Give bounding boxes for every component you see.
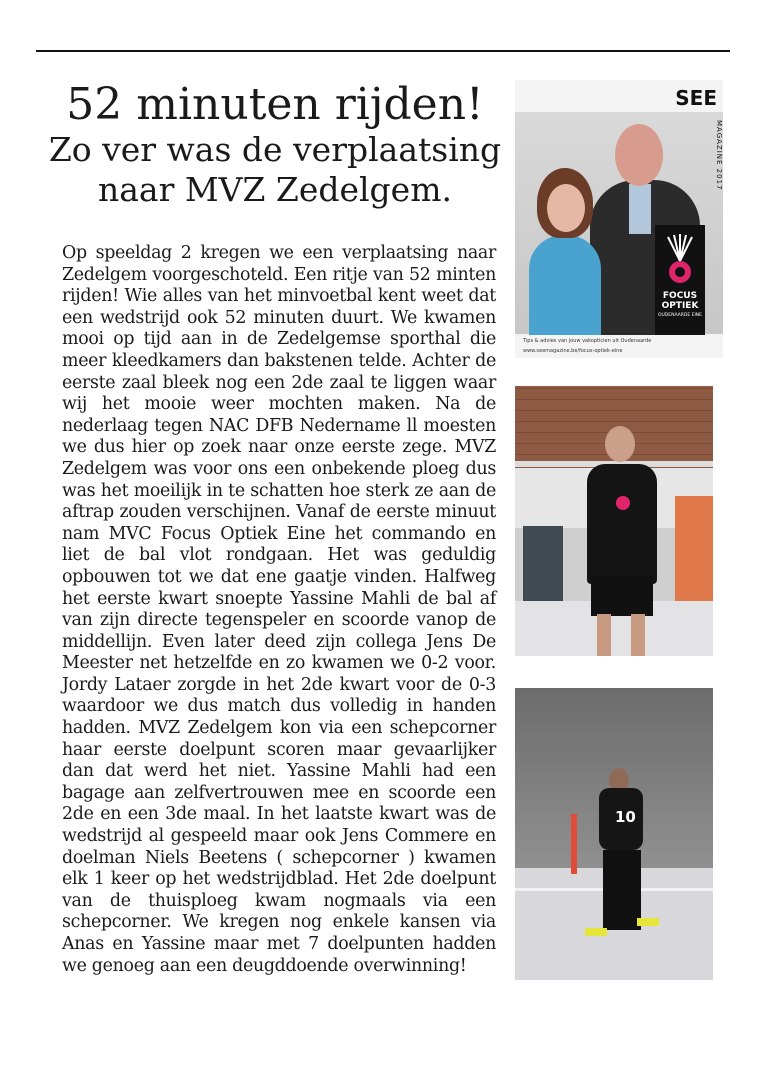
page-title: 52 minuten rijden!	[66, 79, 484, 130]
hall-door	[523, 526, 563, 606]
orange-panel	[675, 496, 713, 601]
jersey-number: 10	[615, 808, 636, 826]
article-body: Op speeldag 2 kregen we een verplaatsing naar Zedelgem voorgeschoteld. Een ritje van 52 minten rijden! Wie alles van het minvoetbal kent weet dat een wedstrijd ook 52 minuten duurt. We kwamen mooi op tijd aan in de Zedelgemse sporthal die meer kleedkamers dan bakstenen telde. Achter de eerste zaal bleek nog een 2de zaal te liggen waar wij het mooie weer mochten maken. Na de nederlaag tegen NAC DFB Nedername ll moesten we dus hier op zoek naar onze eerste zege. MVZ Zedelgem was voor ons een onbekende ploeg dus was het moeilijk in te schatten hoe sterk ze aan de aftrap zouden verschijnen. Vanaf de eerste minuut nam MVC Focus Optiek Eine het commando en liet de bal vlot rondgaan. Het was geduldig opbouwen tot we dat ene gaatje vinden. Halfweg het eerste kwart snoepte Yassine Mahli de bal af van zijn directe tegenspeler en scoorde vanop de middellijn. Even later deed zijn collega Jens De Meester net hetzelfde en zo kwamen we 0-2 voor. Jordy Lataer zorgde in het 2de kwart voor de 0-3 waardoor we dus match dus volledig in handen hadden. MVZ Zedelgem kon via een schepcorner haar eerste doelpunt scoren maar gevaarlijker dan dat werd het niet. Yassine Mahli had een bagage aan zelfvertrouwen mee en scoorde een 2de en een 3de maal. In het laatste kwart was de wedstrijd al gespeeld maar ook Jens Commere en doelman Niels Beetens ( schepcorner ) kwamen elk 1 keer op het wedstrijdblad. Het 2de doelpunt van de thuisploeg kwam nogmaals via een schepcorner. We kregen nog enkele kansen via Anas en Yassine maar met 7 doelpunten hadden we genoeg aan een deugddoende overwinning!	[62, 243, 496, 976]
eye-icon	[669, 261, 691, 283]
focus-logo-subtext: OUDENAARDE EINE	[657, 313, 703, 318]
cover-vertical-text: MAGAZINE 2017	[715, 120, 723, 191]
cover-brand: SEE	[675, 86, 717, 110]
player-photo-front	[515, 386, 713, 656]
subtitle-line-1: Zo ver was de verplaatsing	[48, 130, 502, 169]
cover-woman-dress	[529, 235, 601, 335]
player-legs	[603, 850, 641, 930]
player-jersey	[587, 464, 657, 584]
magazine-cover-image	[515, 80, 723, 358]
player-left-leg	[597, 614, 611, 656]
cover-woman-face	[547, 184, 585, 232]
player-shorts	[591, 576, 653, 616]
cover-man-shirt	[629, 184, 651, 234]
player-photo-back	[515, 688, 713, 980]
cover-footer-line-2: www.seemagazine.be/focus-optiek-eine	[523, 348, 623, 354]
sunburst-icon	[665, 233, 695, 263]
player-head	[605, 426, 635, 462]
subtitle-line-2: naar MVZ Zedelgem.	[97, 170, 452, 209]
corner-flag	[571, 814, 577, 874]
cover-man-face	[615, 124, 663, 186]
top-divider	[36, 50, 730, 52]
cover-footer-line-1: Tips & advies van jouw vakopticien uit Oudenaarde	[523, 338, 652, 344]
focus-logo-text: FOCUS OPTIEK	[661, 291, 699, 311]
player-shoe	[585, 928, 607, 936]
headline-block	[40, 80, 510, 210]
jersey-logo-icon	[616, 496, 630, 510]
focus-optiek-logo	[655, 225, 705, 335]
player-shoe	[637, 918, 659, 926]
player-right-leg	[631, 614, 645, 656]
